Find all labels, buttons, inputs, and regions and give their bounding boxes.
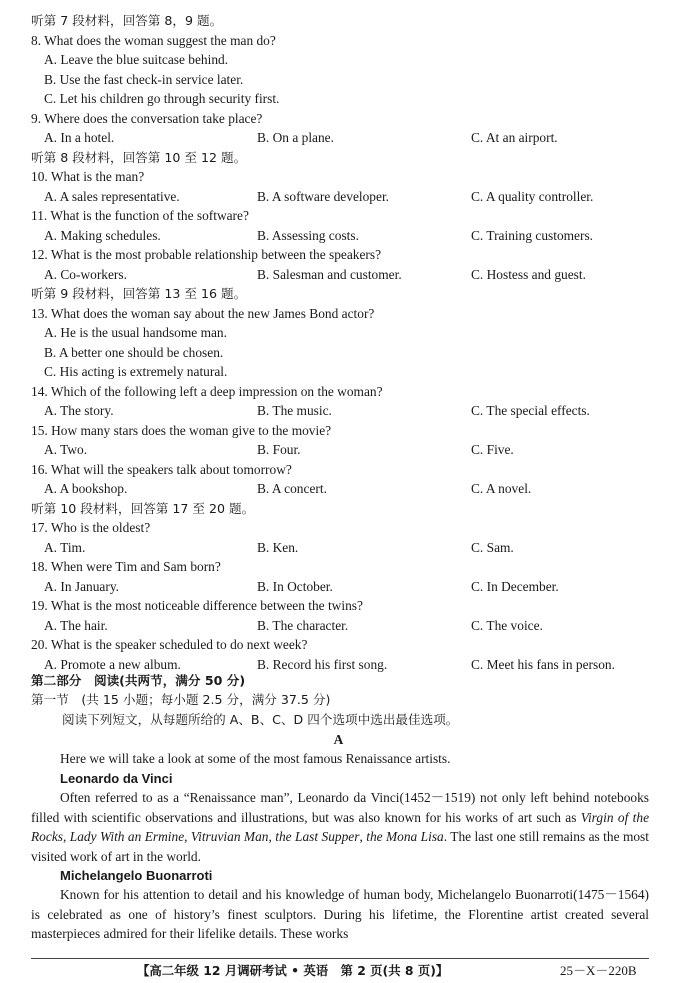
- option-b: B. Salesman and customer.: [257, 267, 402, 282]
- option-b: B. In October.: [257, 579, 333, 594]
- paragraph-michelangelo: Known for his attention to detail and his knowledge of human body, Michelangelo Buonarroti(1475－1564) is celebrated as one of history’s finest sculptors. During his lifetime, the Florentine artist created several masterpieces admired for their lifelike details. These works: [31, 887, 649, 941]
- footer-code: 25－X－220B: [560, 963, 637, 978]
- question: 12. What is the most probable relationship between the speakers?: [31, 247, 382, 262]
- section-one-heading: 第一节 (共 15 小题；每小题 2.5 分，满分 37.5 分): [31, 692, 331, 707]
- artist-name-leonardo: Leonardo da Vinci: [60, 771, 173, 786]
- option: B. Use the fast check-in service later.: [44, 72, 244, 87]
- option-a: A. A sales representative.: [44, 189, 180, 204]
- option-c: C. In December.: [471, 579, 559, 594]
- option-b: B. Record his first song.: [257, 657, 388, 672]
- question: 20. What is the speaker scheduled to do next week?: [31, 637, 308, 652]
- artwork-title: the Last Supper: [275, 829, 360, 844]
- question: 9. Where does the conversation take place?: [31, 111, 263, 126]
- question: 19. What is the most noticeable difference between the twins?: [31, 598, 363, 613]
- option-c: C. The voice.: [471, 618, 543, 633]
- artwork-title: Vitruvian Man: [190, 829, 269, 844]
- paragraph-leonardo: Often referred to as a “Renaissance man”, Leonardo da Vinci(1452－1519) not only left behind notebooks filled with scientific observations and illustrations, but was also known for his works of art such as Virgin of the Rocks, Lady With an Ermine, Vitruvian Man, the Last Supper, the Mona Lisa. The last one still remains as the most visited work of art in the world.: [31, 790, 650, 864]
- listening-instruction: 听第 10 段材料，回答第 17 至 20 题。: [31, 501, 255, 516]
- listening-instruction: 听第 9 段材料，回答第 13 至 16 题。: [31, 286, 247, 301]
- question: 10. What is the man?: [31, 169, 145, 184]
- option-c: C. At an airport.: [471, 130, 558, 145]
- option-c: C. Meet his fans in person.: [471, 657, 615, 672]
- listening-instruction: 听第 8 段材料，回答第 10 至 12 题。: [31, 150, 247, 165]
- question: 11. What is the function of the software?: [31, 208, 249, 223]
- option-c: C. Five.: [471, 442, 514, 457]
- option-c: C. Sam.: [471, 540, 514, 555]
- footer-divider: [31, 958, 649, 959]
- listening-instruction: 听第 7 段材料，回答第 8，9 题。: [31, 13, 223, 28]
- option-b: B. Assessing costs.: [257, 228, 359, 243]
- question: 14. Which of the following left a deep impression on the woman?: [31, 384, 383, 399]
- option-c: C. The special effects.: [471, 403, 590, 418]
- question: 17. Who is the oldest?: [31, 520, 151, 535]
- passage-label: A: [333, 732, 344, 747]
- question: 18. When were Tim and Sam born?: [31, 559, 221, 574]
- option-c: C. Hostess and guest.: [471, 267, 586, 282]
- option-b: B. A concert.: [257, 481, 327, 496]
- option-a: A. Two.: [44, 442, 88, 457]
- reading-instruction: 阅读下列短文，从每题所给的 A、B、C、D 四个选项中选出最佳选项。: [62, 712, 459, 727]
- option-b: B. A software developer.: [257, 189, 390, 204]
- option-a: A. In a hotel.: [44, 130, 115, 145]
- option-a: A. The story.: [44, 403, 114, 418]
- option: A. He is the usual handsome man.: [44, 325, 227, 340]
- option-c: C. A quality controller.: [471, 189, 594, 204]
- artwork-title: Virgin of the Rocks: [31, 809, 650, 844]
- part-two-heading: 第二部分 阅读(共两节，满分 50 分): [31, 673, 246, 688]
- option: B. A better one should be chosen.: [44, 345, 224, 360]
- option-a: A. In January.: [44, 579, 119, 594]
- artwork-title: Lady With an Ermine: [69, 829, 185, 844]
- option-a: A. Promote a new album.: [44, 657, 181, 672]
- question: 16. What will the speakers talk about tomorrow?: [31, 462, 292, 477]
- option-a: A. Making schedules.: [44, 228, 161, 243]
- option-b: B. Four.: [257, 442, 301, 457]
- question: 13. What does the woman say about the new James Bond actor?: [31, 306, 375, 321]
- passage-intro: Here we will take a look at some of the most famous Renaissance artists.: [60, 751, 451, 766]
- option: C. Let his children go through security first.: [44, 91, 280, 106]
- option: C. His acting is extremely natural.: [44, 364, 228, 379]
- option-b: B. The character.: [257, 618, 349, 633]
- artwork-title: the Mona Lisa: [366, 829, 444, 844]
- option-c: C. A novel.: [471, 481, 532, 496]
- option-b: B. The music.: [257, 403, 332, 418]
- footer-title: 【高二年级 12 月调研考试 • 英语 第 2 页(共 8 页)】: [137, 963, 449, 978]
- option: A. Leave the blue suitcase behind.: [44, 52, 229, 67]
- option-b: B. Ken.: [257, 540, 299, 555]
- question: 15. How many stars does the woman give to the movie?: [31, 423, 332, 438]
- artist-name-michelangelo: Michelangelo Buonarroti: [60, 868, 213, 883]
- option-a: A. Tim.: [44, 540, 86, 555]
- option-a: A. A bookshop.: [44, 481, 128, 496]
- option-a: A. The hair.: [44, 618, 108, 633]
- option-a: A. Co-workers.: [44, 267, 127, 282]
- question: 8. What does the woman suggest the man do?: [31, 33, 276, 48]
- option-b: B. On a plane.: [257, 130, 334, 145]
- option-c: C. Training customers.: [471, 228, 594, 243]
